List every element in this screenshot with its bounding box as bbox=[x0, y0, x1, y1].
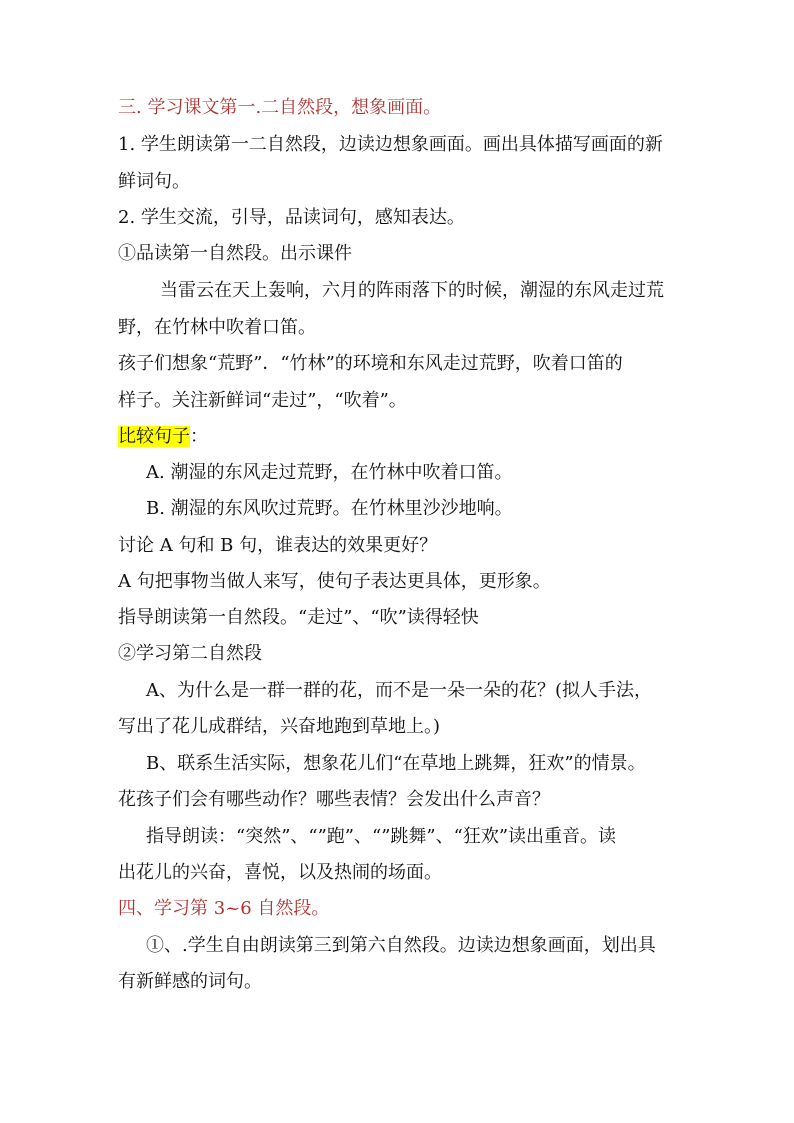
discussion-question: 讨论 A 句和 B 句，谁表达的效果更好？ bbox=[118, 535, 438, 556]
question-b-line-2: 花孩子们会有哪些动作？哪些表情？会发出什么声音？ bbox=[118, 789, 550, 810]
reading-guide-2-line-1: 指导朗读：“突然”、“”跑”、“”跳舞”、“狂欢”读出重音。读 bbox=[146, 826, 617, 847]
section-3-heading: 三. 学习课文第一.二自然段，想象画面。 bbox=[118, 97, 442, 118]
imagine-line-2: 样子。关注新鲜词“走过”，“吹着”。 bbox=[118, 390, 407, 411]
step-1-line-1: 1. 学生朗读第一二自然段，边读边想象画面。画出具体描写画面的新 bbox=[118, 134, 663, 155]
question-a-line-1: A、为什么是一群一群的花，而不是一朵一朵的花？(拟人手法， bbox=[146, 680, 653, 701]
section-4-step-1-line-2: 有新鲜感的词句。 bbox=[118, 971, 262, 992]
compare-label-highlighted: 比较句子 bbox=[118, 426, 190, 447]
question-b-line-1: B、联系生活实际，想象花儿们“在草地上跳舞，狂欢”的情景。 bbox=[146, 753, 646, 774]
sentence-b: B. 潮湿的东风吹过荒野。在竹林里沙沙地响。 bbox=[146, 498, 513, 519]
reading-guide-1: 指导朗读第一自然段。“走过”、“吹”读得轻快 bbox=[118, 607, 479, 628]
question-a-line-2: 写出了花儿成群结，兴奋地跑到草地上。) bbox=[118, 716, 441, 737]
quote-line-1: 当雷云在天上轰响，六月的阵雨落下的时候，潮湿的东风走过荒 bbox=[160, 280, 664, 301]
sentence-a: A. 潮湿的东风走过荒野，在竹林中吹着口笛。 bbox=[146, 462, 513, 483]
discussion-answer: A 句把事物当做人来写，使句子表达更具体，更形象。 bbox=[118, 571, 551, 592]
reading-guide-2-line-2: 出花儿的兴奋，喜悦，以及热闹的场面。 bbox=[118, 862, 442, 883]
quote-line-2: 野，在竹林中吹着口笛。 bbox=[118, 317, 316, 338]
sub-step-2: ②学习第二自然段 bbox=[118, 643, 262, 664]
sub-step-1: ①品读第一自然段。出示课件 bbox=[118, 243, 352, 264]
step-1-line-2: 鲜词句。 bbox=[118, 171, 190, 192]
imagine-line-1: 孩子们想象“荒野”．“竹林”的环境和东风走过荒野，吹着口笛的 bbox=[118, 353, 623, 374]
step-2: 2. 学生交流，引导，品读词句，感知表达。 bbox=[118, 207, 465, 228]
section-4-heading: 四、学习第 3~6 自然段。 bbox=[118, 898, 330, 919]
compare-colon: ： bbox=[190, 426, 208, 447]
section-4-step-1-line-1: ①、.学生自由朗读第三到第六自然段。边读边想象画面，划出具 bbox=[146, 935, 656, 956]
compare-heading bbox=[118, 425, 208, 449]
